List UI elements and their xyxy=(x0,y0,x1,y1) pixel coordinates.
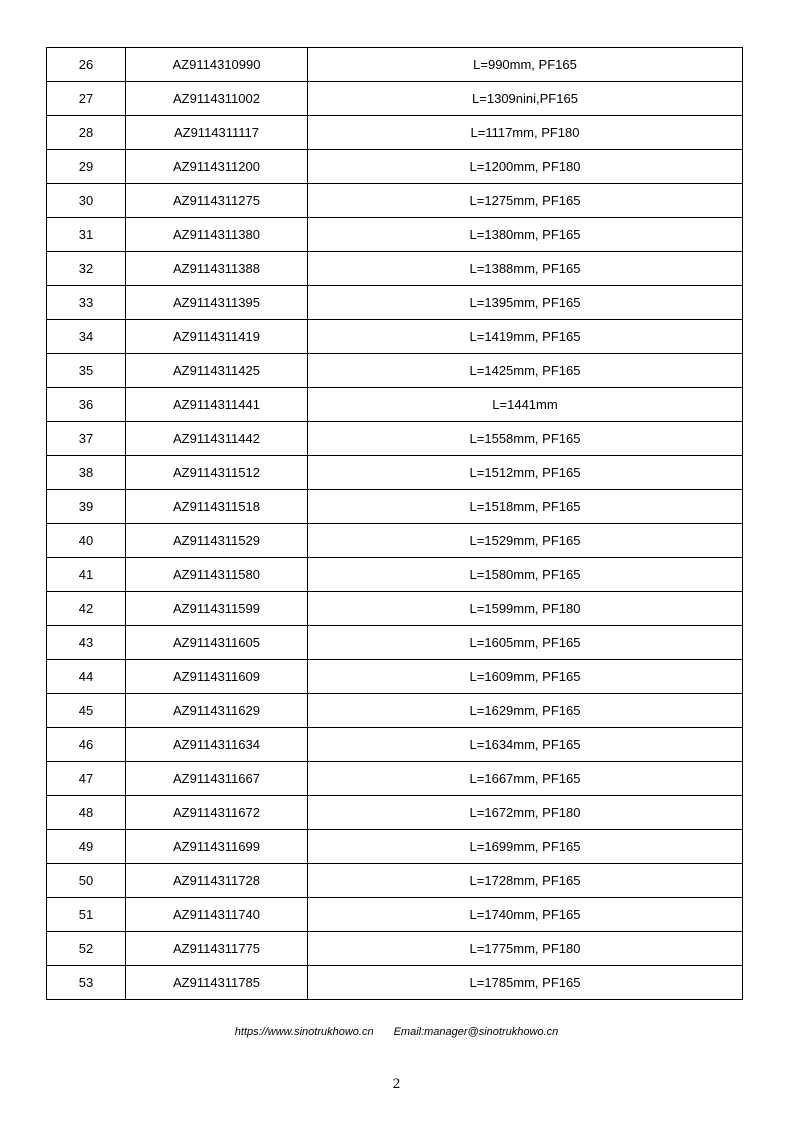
table-row xyxy=(47,660,743,694)
row-number-cell: 30 xyxy=(47,184,126,218)
specification-cell: L=1629mm, PF165 xyxy=(308,694,743,728)
table-row xyxy=(47,932,743,966)
row-number-cell: 29 xyxy=(47,150,126,184)
part-number-cell: AZ9114311380 xyxy=(126,218,308,252)
row-number-cell: 43 xyxy=(47,626,126,660)
part-number-cell: AZ9114311667 xyxy=(126,762,308,796)
specification-cell: L=1634mm, PF165 xyxy=(308,728,743,762)
specification-cell: L=1740mm, PF165 xyxy=(308,898,743,932)
part-number-cell: AZ9114311740 xyxy=(126,898,308,932)
table-row xyxy=(47,592,743,626)
row-number-cell: 44 xyxy=(47,660,126,694)
row-number-cell: 46 xyxy=(47,728,126,762)
row-number-cell: 33 xyxy=(47,286,126,320)
row-number-cell: 26 xyxy=(47,48,126,82)
table-row xyxy=(47,830,743,864)
specification-cell: L=1672mm, PF180 xyxy=(308,796,743,830)
row-number-cell: 32 xyxy=(47,252,126,286)
part-number-cell: AZ9114311785 xyxy=(126,966,308,1000)
table-row xyxy=(47,82,743,116)
row-number-cell: 47 xyxy=(47,762,126,796)
table-row xyxy=(47,898,743,932)
table-row xyxy=(47,626,743,660)
part-number-cell: AZ9114311609 xyxy=(126,660,308,694)
part-number-cell: AZ9114311512 xyxy=(126,456,308,490)
part-number-cell: AZ9114310990 xyxy=(126,48,308,82)
table-row xyxy=(47,252,743,286)
row-number-cell: 41 xyxy=(47,558,126,592)
table-row xyxy=(47,150,743,184)
table-row xyxy=(47,388,743,422)
table-row xyxy=(47,218,743,252)
row-number-cell: 35 xyxy=(47,354,126,388)
specification-cell: L=1419mm, PF165 xyxy=(308,320,743,354)
part-number-cell: AZ9114311441 xyxy=(126,388,308,422)
row-number-cell: 39 xyxy=(47,490,126,524)
table-row xyxy=(47,422,743,456)
row-number-cell: 50 xyxy=(47,864,126,898)
row-number-cell: 40 xyxy=(47,524,126,558)
specification-cell: L=1388mm, PF165 xyxy=(308,252,743,286)
table-row xyxy=(47,490,743,524)
row-number-cell: 53 xyxy=(47,966,126,1000)
part-number-cell: AZ9114311634 xyxy=(126,728,308,762)
part-number-cell: AZ9114311580 xyxy=(126,558,308,592)
row-number-cell: 27 xyxy=(47,82,126,116)
footer-website-link[interactable]: https://www.sinotrukhowo.cn xyxy=(234,1026,374,1038)
table-row xyxy=(47,286,743,320)
part-number-cell: AZ9114311425 xyxy=(126,354,308,388)
row-number-cell: 31 xyxy=(47,218,126,252)
part-number-cell: AZ9114311002 xyxy=(126,82,308,116)
table-row xyxy=(47,320,743,354)
specification-cell: L=1117mm, PF180 xyxy=(308,116,743,150)
row-number-cell: 45 xyxy=(47,694,126,728)
specification-cell: L=1380mm, PF165 xyxy=(308,218,743,252)
table-row xyxy=(47,524,743,558)
specification-cell: L=1529mm, PF165 xyxy=(308,524,743,558)
table-row xyxy=(47,456,743,490)
footer-email-link[interactable]: Email:manager@sinotrukhowo.cn xyxy=(393,1026,559,1038)
specification-cell: L=1699mm, PF165 xyxy=(308,830,743,864)
row-number-cell: 42 xyxy=(47,592,126,626)
table-row xyxy=(47,184,743,218)
row-number-cell: 48 xyxy=(47,796,126,830)
table-row xyxy=(47,558,743,592)
specification-cell: L=1275mm, PF165 xyxy=(308,184,743,218)
table-row xyxy=(47,116,743,150)
row-number-cell: 28 xyxy=(47,116,126,150)
row-number-cell: 49 xyxy=(47,830,126,864)
part-number-cell: AZ9114311728 xyxy=(126,864,308,898)
table-row xyxy=(47,796,743,830)
parts-table xyxy=(46,47,743,1000)
specification-cell: L=1580mm, PF165 xyxy=(308,558,743,592)
row-number-cell: 37 xyxy=(47,422,126,456)
part-number-cell: AZ9114311395 xyxy=(126,286,308,320)
specification-cell: L=1309nini,PF165 xyxy=(308,82,743,116)
specification-cell: L=1425mm, PF165 xyxy=(308,354,743,388)
part-number-cell: AZ9114311442 xyxy=(126,422,308,456)
specification-cell: L=1395mm, PF165 xyxy=(308,286,743,320)
specification-cell: L=1441mm xyxy=(308,388,743,422)
part-number-cell: AZ9114311275 xyxy=(126,184,308,218)
part-number-cell: AZ9114311605 xyxy=(126,626,308,660)
part-number-cell: AZ9114311529 xyxy=(126,524,308,558)
specification-cell: L=1785mm, PF165 xyxy=(308,966,743,1000)
part-number-cell: AZ9114311599 xyxy=(126,592,308,626)
specification-cell: L=1609mm, PF165 xyxy=(308,660,743,694)
part-number-cell: AZ9114311518 xyxy=(126,490,308,524)
part-number-cell: AZ9114311699 xyxy=(126,830,308,864)
footer-contact xyxy=(0,1026,793,1038)
specification-cell: L=1728mm, PF165 xyxy=(308,864,743,898)
part-number-cell: AZ9114311388 xyxy=(126,252,308,286)
specification-cell: L=990mm, PF165 xyxy=(308,48,743,82)
row-number-cell: 38 xyxy=(47,456,126,490)
part-number-cell: AZ9114311629 xyxy=(126,694,308,728)
table-row xyxy=(47,762,743,796)
part-number-cell: AZ9114311775 xyxy=(126,932,308,966)
table-row xyxy=(47,728,743,762)
specification-cell: L=1512mm, PF165 xyxy=(308,456,743,490)
part-number-cell: AZ9114311672 xyxy=(126,796,308,830)
row-number-cell: 36 xyxy=(47,388,126,422)
table-row xyxy=(47,966,743,1000)
part-number-cell: AZ9114311117 xyxy=(126,116,308,150)
specification-cell: L=1558mm, PF165 xyxy=(308,422,743,456)
parts-table-body xyxy=(47,48,743,1000)
row-number-cell: 52 xyxy=(47,932,126,966)
table-row xyxy=(47,48,743,82)
specification-cell: L=1605mm, PF165 xyxy=(308,626,743,660)
table-row xyxy=(47,354,743,388)
specification-cell: L=1775mm, PF180 xyxy=(308,932,743,966)
table-row xyxy=(47,864,743,898)
specification-cell: L=1518mm, PF165 xyxy=(308,490,743,524)
specification-cell: L=1200mm, PF180 xyxy=(308,150,743,184)
part-number-cell: AZ9114311200 xyxy=(126,150,308,184)
page-number: 2 xyxy=(392,1076,401,1092)
table-row xyxy=(47,694,743,728)
row-number-cell: 51 xyxy=(47,898,126,932)
part-number-cell: AZ9114311419 xyxy=(126,320,308,354)
row-number-cell: 34 xyxy=(47,320,126,354)
specification-cell: L=1599mm, PF180 xyxy=(308,592,743,626)
specification-cell: L=1667mm, PF165 xyxy=(308,762,743,796)
